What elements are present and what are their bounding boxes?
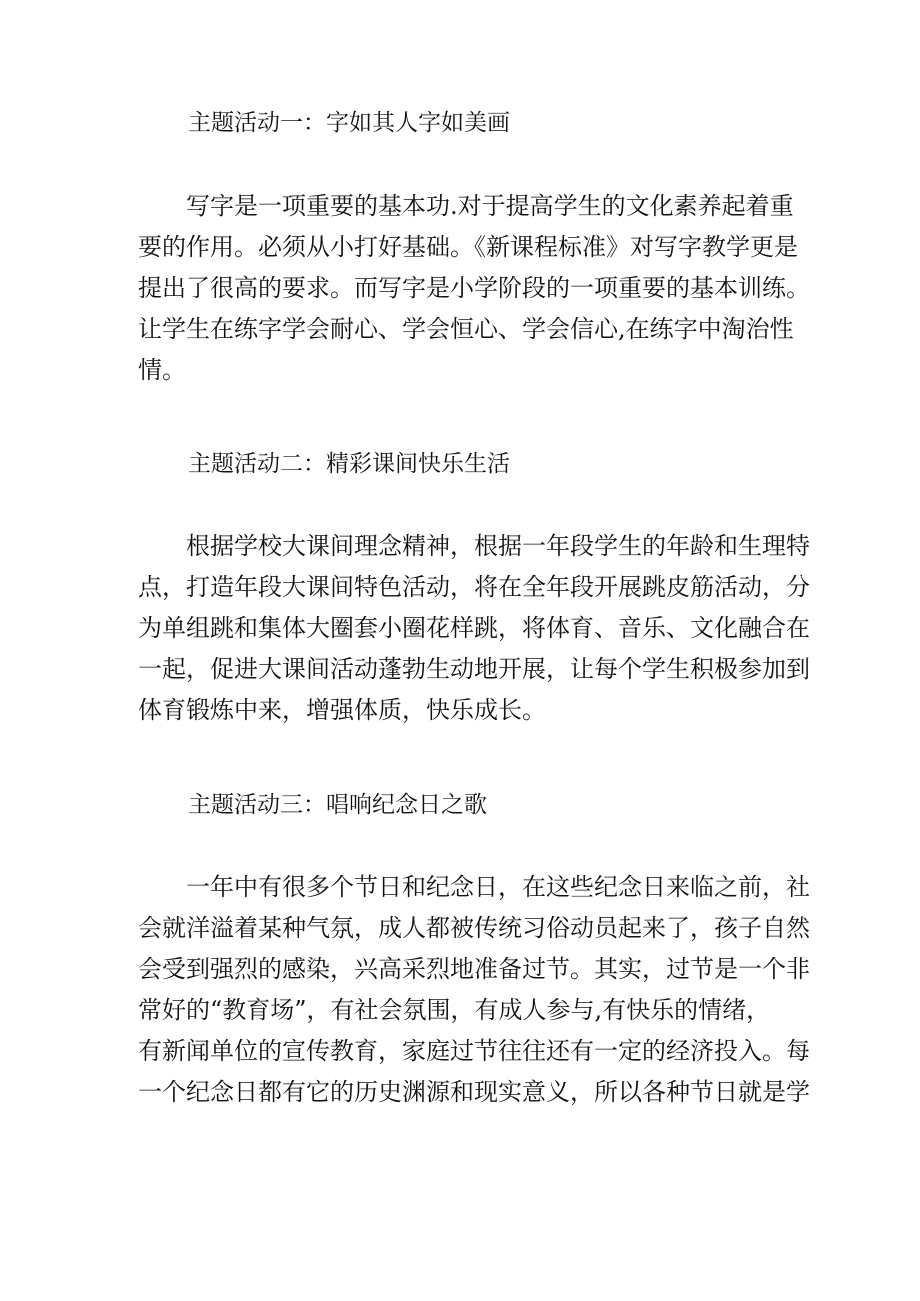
paragraph-line: 体育锻炼中来，增强体质，快乐成长。 (138, 696, 546, 724)
paragraph-line: 一年中有很多个节日和纪念日，在这些纪念日来临之前，社 (186, 873, 810, 901)
paragraph-line: 写字是一项重要的基本功.对于提高学生的文化素养起着重 (186, 192, 794, 220)
section-1-paragraph (138, 186, 810, 391)
section-2-heading: 主题活动二：精彩课间快乐生活 (188, 451, 510, 477)
paragraph-line: 让学生在练字学会耐心、学会恒心、学会信心,在练字中淘治性 (138, 315, 794, 343)
paragraph-line: 一起，促进大课间活动蓬勃生动地开展，让每个学生积极参加到 (138, 655, 810, 683)
paragraph-line: 会就洋溢着某种气氛，成人都被传统习俗动员起来了，孩子自然 (138, 914, 810, 942)
paragraph-line: 根据学校大课间理念精神，根据一年段学生的年龄和生理特 (186, 532, 810, 560)
paragraph-line: 要的作用。必须从小打好基础。《新课程标准》对写字教学更是 (138, 233, 798, 261)
paragraph-line: 一个纪念日都有它的历史渊源和现实意义，所以各种节日就是学 (138, 1078, 810, 1106)
paragraph-line: 常好的“教育场”，有社会氛围，有成人参与,有快乐的情绪， (138, 996, 771, 1024)
section-1-heading: 主题活动一：字如其人字如美画 (188, 110, 510, 136)
paragraph-line: 为单组跳和集体大圈套小圈花样跳，将体育、音乐、文化融合在 (138, 614, 810, 642)
section-2-paragraph (138, 526, 810, 731)
paragraph-line: 提出了很高的要求。而写字是小学阶段的一项重要的基本训练。 (138, 274, 810, 302)
paragraph-line: 有新闻单位的宣传教育，家庭过节往往还有一定的经济投入。每 (138, 1037, 810, 1065)
paragraph-line: 会受到强烈的感染，兴高采烈地准备过节。其实，过节是一个非 (138, 955, 810, 983)
paragraph-line: 点，打造年段大课间特色活动，将在全年段开展跳皮筋活动，分 (138, 573, 810, 601)
paragraph-line: 情。 (138, 356, 186, 384)
section-3-heading: 主题活动三：唱响纪念日之歌 (188, 792, 487, 818)
section-3-paragraph (138, 867, 810, 1113)
